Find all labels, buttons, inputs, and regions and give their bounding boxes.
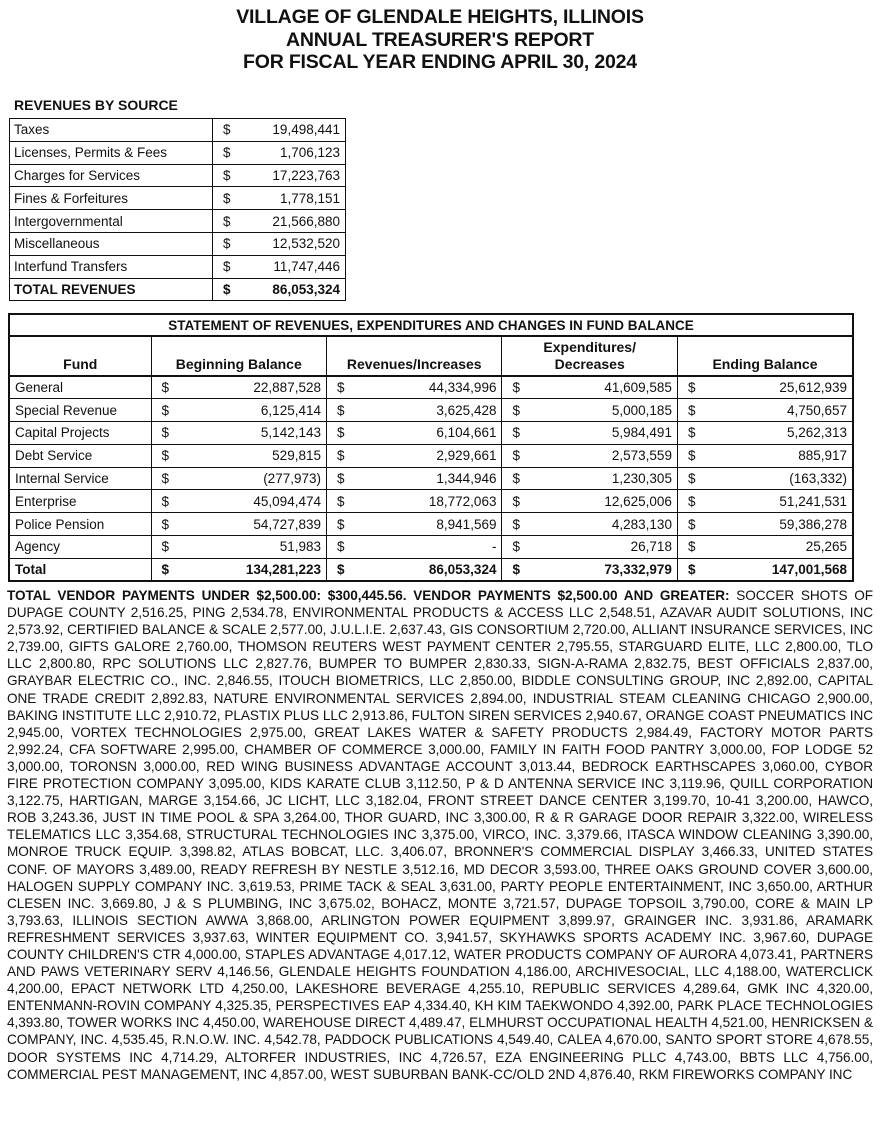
- table-row: [10, 232, 346, 255]
- table-row: [10, 255, 346, 278]
- currency-symbol: $: [502, 467, 525, 490]
- fund-name: Internal Service: [9, 467, 151, 490]
- revenue-label: Licenses, Permits & Fees: [10, 141, 213, 164]
- fund-name: Special Revenue: [9, 399, 151, 422]
- revenues-increases: 3,625,428: [350, 399, 502, 422]
- total-ending-balance: 147,001,568: [701, 558, 853, 581]
- revenues-increases: 1,344,946: [350, 467, 502, 490]
- currency-symbol: $: [677, 536, 700, 559]
- revenues-title: REVENUES BY SOURCE: [14, 97, 178, 113]
- currency-symbol: $: [677, 490, 700, 513]
- expenditures-decreases: 5,000,185: [525, 399, 677, 422]
- currency-symbol: $: [502, 399, 525, 422]
- revenues-increases: 18,772,063: [350, 490, 502, 513]
- currency-symbol: $: [213, 210, 241, 233]
- currency-symbol: $: [151, 422, 174, 445]
- currency-symbol: $: [502, 444, 525, 467]
- currency-symbol: $: [326, 399, 349, 422]
- table-row: [10, 164, 346, 187]
- currency-symbol: $: [151, 444, 174, 467]
- col-header-expenditures-line1: Expenditures/: [543, 339, 636, 355]
- col-header-ending: Ending Balance: [677, 336, 853, 376]
- total-beginning-balance: 134,281,223: [174, 558, 326, 581]
- currency-symbol: $: [677, 558, 700, 581]
- revenue-label: Miscellaneous: [10, 232, 213, 255]
- ending-balance: 4,750,657: [701, 399, 853, 422]
- total-revenues-amount: 86,053,324: [241, 278, 346, 301]
- table-row: [9, 467, 853, 490]
- revenue-label: Fines & Forfeitures: [10, 187, 213, 210]
- currency-symbol: $: [213, 141, 241, 164]
- expenditures-decreases: 26,718: [525, 536, 677, 559]
- statement-total-row: [9, 558, 853, 581]
- beginning-balance: 22,887,528: [174, 376, 326, 399]
- currency-symbol: $: [213, 164, 241, 187]
- currency-symbol: $: [151, 558, 174, 581]
- revenue-label: Interfund Transfers: [10, 255, 213, 278]
- ending-balance: (163,332): [701, 467, 853, 490]
- expenditures-decreases: 12,625,006: [525, 490, 677, 513]
- vendor-payments-lead: TOTAL VENDOR PAYMENTS UNDER $2,500.00: $300,445.56. VENDOR PAYMENTS $2,500.00 AND GREATER:: [7, 588, 730, 603]
- currency-symbol: $: [151, 536, 174, 559]
- currency-symbol: $: [326, 536, 349, 559]
- beginning-balance: 6,125,414: [174, 399, 326, 422]
- revenue-label: Charges for Services: [10, 164, 213, 187]
- currency-symbol: $: [213, 119, 241, 142]
- total-revenues-increases: 86,053,324: [350, 558, 502, 581]
- revenues-increases: 8,941,569: [350, 513, 502, 536]
- beginning-balance: 529,815: [174, 444, 326, 467]
- expenditures-decreases: 2,573,559: [525, 444, 677, 467]
- currency-symbol: $: [677, 467, 700, 490]
- currency-symbol: $: [326, 513, 349, 536]
- table-row: [9, 399, 853, 422]
- currency-symbol: $: [502, 558, 525, 581]
- currency-symbol: $: [151, 490, 174, 513]
- revenue-label: Taxes: [10, 119, 213, 142]
- currency-symbol: $: [213, 255, 241, 278]
- expenditures-decreases: 5,984,491: [525, 422, 677, 445]
- table-row: [9, 513, 853, 536]
- total-expenditures-decreases: 73,332,979: [525, 558, 677, 581]
- currency-symbol: $: [677, 422, 700, 445]
- total-label: Total: [9, 558, 151, 581]
- beginning-balance: 51,983: [174, 536, 326, 559]
- beginning-balance: 5,142,143: [174, 422, 326, 445]
- revenue-amount: 11,747,446: [241, 255, 346, 278]
- table-row: [9, 536, 853, 559]
- table-row: [9, 444, 853, 467]
- ending-balance: 25,265: [701, 536, 853, 559]
- revenues-increases: 44,334,996: [350, 376, 502, 399]
- table-row: [9, 422, 853, 445]
- beginning-balance: 54,727,839: [174, 513, 326, 536]
- table-row: [10, 119, 346, 142]
- ending-balance: 25,612,939: [701, 376, 853, 399]
- table-row: [9, 490, 853, 513]
- table-row: [10, 141, 346, 164]
- currency-symbol: $: [502, 376, 525, 399]
- revenues-increases: -: [350, 536, 502, 559]
- currency-symbol: $: [677, 444, 700, 467]
- statement-title: STATEMENT OF REVENUES, EXPENDITURES AND CHANGES IN FUND BALANCE: [9, 314, 853, 336]
- beginning-balance: 45,094,474: [174, 490, 326, 513]
- fund-balance-statement-table: [8, 313, 854, 582]
- header-line-3: FOR FISCAL YEAR ENDING APRIL 30, 2024: [243, 51, 637, 73]
- currency-symbol: $: [677, 376, 700, 399]
- col-header-expenditures-line2: Decreases: [554, 356, 625, 372]
- revenue-amount: 21,566,880: [241, 210, 346, 233]
- currency-symbol: $: [502, 490, 525, 513]
- currency-symbol: $: [502, 422, 525, 445]
- table-row: [10, 210, 346, 233]
- fund-name: Enterprise: [9, 490, 151, 513]
- fund-name: Debt Service: [9, 444, 151, 467]
- currency-symbol: $: [502, 536, 525, 559]
- currency-symbol: $: [502, 513, 525, 536]
- ending-balance: 5,262,313: [701, 422, 853, 445]
- currency-symbol: $: [151, 399, 174, 422]
- fund-name: Capital Projects: [9, 422, 151, 445]
- col-header-revenues: Revenues/Increases: [326, 336, 501, 376]
- currency-symbol: $: [677, 513, 700, 536]
- beginning-balance: (277,973): [174, 467, 326, 490]
- currency-symbol: $: [677, 399, 700, 422]
- table-row: [9, 376, 853, 399]
- revenues-table: [9, 118, 346, 301]
- currency-symbol: $: [151, 513, 174, 536]
- currency-symbol: $: [213, 278, 241, 301]
- currency-symbol: $: [326, 422, 349, 445]
- total-revenues-row: [10, 278, 346, 301]
- revenue-amount: 1,778,151: [241, 187, 346, 210]
- statement-column-headers: [9, 336, 853, 376]
- revenue-amount: 12,532,520: [241, 232, 346, 255]
- vendor-payments-paragraph: [7, 587, 873, 1083]
- header-line-1: VILLAGE OF GLENDALE HEIGHTS, ILLINOIS: [236, 6, 644, 28]
- fund-name: General: [9, 376, 151, 399]
- fund-name: Agency: [9, 536, 151, 559]
- revenue-amount: 17,223,763: [241, 164, 346, 187]
- ending-balance: 885,917: [701, 444, 853, 467]
- currency-symbol: $: [151, 376, 174, 399]
- currency-symbol: $: [326, 444, 349, 467]
- col-header-beginning: Beginning Balance: [151, 336, 326, 376]
- ending-balance: 59,386,278: [701, 513, 853, 536]
- currency-symbol: $: [326, 376, 349, 399]
- revenue-amount: 1,706,123: [241, 141, 346, 164]
- currency-symbol: $: [151, 467, 174, 490]
- total-revenues-label: TOTAL REVENUES: [10, 278, 213, 301]
- currency-symbol: $: [326, 467, 349, 490]
- fund-name: Police Pension: [9, 513, 151, 536]
- expenditures-decreases: 41,609,585: [525, 376, 677, 399]
- currency-symbol: $: [326, 490, 349, 513]
- table-row: [10, 187, 346, 210]
- col-header-expenditures: [502, 336, 677, 376]
- revenues-increases: 6,104,661: [350, 422, 502, 445]
- col-header-fund: Fund: [9, 336, 151, 376]
- vendor-payments-list: SOCCER SHOTS OF DUPAGE COUNTY 2,516.25, PING 2,534.78, ENVIRONMENTAL PRODUCTS & ACCESS LLC 2,548.51, AZAVAR AUDIT SOLUTIONS, INC 2,573.92, CERTIFIED BALANCE & SCALE 2,577.00, J.U.L.I.E. 2,637.43, GIS CONSORTIUM 2,720.00, ALLIANT INSURANCE SERVICES, INC 2,739.00, GIFTS GALORE 2,760.00, THOMSON REUTERS WEST PAYMENT CENTER 2,795.55, STARGUARD ELITE, LLC 2,800.00, TLO LLC 2,800.80, RPC SOLUTIONS LLC 2,827.76, BUMPER TO BUMPER 2,830.33, SIGN-A-RAMA 2,832.75, BEST OFFICIALS 2,837.00, GRAYBAR ELECTRIC CO., INC. 2,846.55, ITOUCH BIOMETRICS, LLC 2,850.00, BIDDLE CONSULTING GROUP, INC 2,892.00, CAPITAL ONE TRADE CREDIT 2,892.83, NATURE ENVIRONMENTAL SERVICES 2,894.00, INDUSTRIAL STEAM CLEANING CHICAGO 2,900.00, BAKING INSTITUTE LLC 2,910.72, PLASTIX PLUS LLC 2,913.86, FULTON SIREN SERVICES 2,940.67, ORANGE COAST PNEUMATICS INC 2,945.00, VORTEX TECHNOLOGIES 2,975.00, GREAT LAKES WATER & SAFETY PRODUCTS 2,984.49, FACTORY MOTOR PARTS 2,992.24, CFA SOFTWARE 2,995.00, CHAMBER OF COMMERCE 3,000.00, FAMILY IN FAITH FOOD PANTRY 3,000.00, FOP LODGE 52 3,000.00, TORONSN 3,000.00, RED WING BUSINESS ADVANTAGE ACCOUNT 3,013.44, BEDROCK EARTHSCAPES 3,060.00, CYBOR FIRE PROTECTION COMPANY 3,095.00, KIDS KARATE CLUB 3,112.50, P & D ANTENNA SERVICE INC 3,119.96, QUILL CORPORATION 3,122.75, HARTIGAN, MARGE 3,154.66, JC LICHT, LLC 3,182.04, FRONT STREET DANCE CENTER 3,199.70, 10-41 3,200.00, HAWCO, ROB 3,243.36, JUST IN TIME POOL & SPA 3,264.00, THOR GUARD, INC 3,300.00, R & R GARAGE DOOR REPAIR 3,322.00, WIRELESS TELEMATICS LLC 3,354.68, STRUCTURAL TECHNOLOGIES INC 3,375.00, VIRCO, INC. 3,379.66, ITASCA WINDOW CLEANING 3,390.00, MONROE TRUCK EQUIP. 3,398.82, ATLAS BOBCAT, LLC. 3,406.07, BRONNER'S COMMERCIAL DISPLAY 3,466.33, UNITED STATES CONF. OF MAYORS 3,489.00, READY REFRESH BY NESTLE 3,512.16, MD DECOR 3,593.00, THREE OAKS GROUND COVER 3,600.00, HALOGEN SUPPLY COMPANY INC. 3,619.53, PRIME TACK & SEAL 3,631.00, PARTY PEOPLE ENTERTAINMENT, INC 3,650.00, ARTHUR CLESEN INC. 3,669.80, J & S PLUMBING, INC 3,675.02, BOHACZ, MONTE 3,721.57, DUPAGE TOPSOIL 3,790.00, CORE & MAIN LP 3,793.63, ILLINOIS SECTION AWWA 3,868.00, ARLINGTON POWER EQUIPMENT 3,899.97, GRAINGER INC. 3,931.86, ARAMARK REFRESHMENT SERVICES 3,937.63, WINTER EQUIPMENT CO. 3,941.57, SKYHAWKS SPORTS ACADEMY INC. 3,967.60, DUPAGE COUNTY CHILDREN'S CTR 4,000.00, STAPLES ADVANTAGE 4,017.12, WATER PRODUCTS COMPANY OF AURORA 4,073.41, PARTNERS AND PAWS VETERINARY SERV 4,146.56, GLENDALE HEIGHTS FOUNDATION 4,186.00, ARCHIVESOCIAL, LLC 4,188.00, WATERCLICK 4,200.00, EPACT NETWORK LTD 4,250.00, LAKESHORE BEVERAGE 4,255.10, REPUBLIC SERVICES 4,289.64, GMK INC 4,320.00, ENTENMANN-ROVIN COMPANY 4,325.35, PERSPECTIVES EAP 4,334.40, KH KIM TAEKWONDO 4,392.00, PARK PLACE TECHNOLOGIES 4,393.80, TOWER WORKS INC 4,450.00, WAREHOUSE DIRECT 4,489.47, ELMHURST OCCUPATIONAL HEALTH 4,521.00, HENRICKSEN & COMPANY, INC. 4,535.45, R.N.O.W. INC. 4,542.78, PADDOCK PUBLICATIONS 4,549.40, CALEA 4,670.00, SANTO SPORT STORE 4,678.55, DOOR SYSTEMS INC 4,714.29, ALTORFER INDUSTRIES, INC 4,726.57, EZA ENGINEERING PLLC 4,743.00, BBTS LLC 4,756.00, COMMERCIAL PEST MANAGEMENT, INC 4,857.00, WEST SUBURBAN BANK-CC/OLD 2ND 4,876.40, RKM FIREWORKS COMPANY INC: [7, 588, 874, 1082]
- header-line-2: ANNUAL TREASURER'S REPORT: [285, 28, 595, 51]
- ending-balance: 51,241,531: [701, 490, 853, 513]
- currency-symbol: $: [326, 558, 349, 581]
- revenues-increases: 2,929,661: [350, 444, 502, 467]
- revenue-amount: 19,498,441: [241, 119, 346, 142]
- report-header: [0, 6, 880, 74]
- currency-symbol: $: [213, 232, 241, 255]
- currency-symbol: $: [213, 187, 241, 210]
- expenditures-decreases: 1,230,305: [525, 467, 677, 490]
- expenditures-decreases: 4,283,130: [525, 513, 677, 536]
- revenue-label: Intergovernmental: [10, 210, 213, 233]
